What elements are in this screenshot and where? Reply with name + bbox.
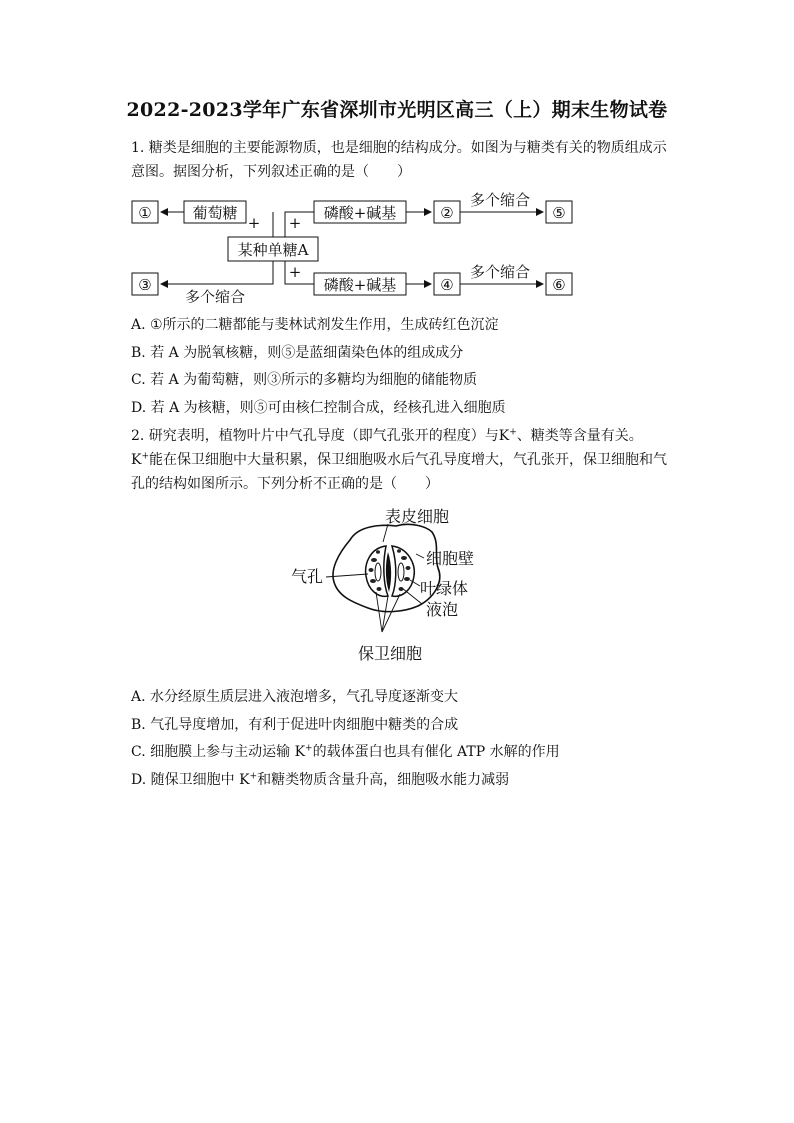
- plus-sign-1: +: [247, 214, 261, 232]
- q2-stem-part-1: 2. 研究表明，植物叶片中气孔导度（即气孔张开的程度）与K: [131, 428, 510, 444]
- q2-option-d: [131, 770, 509, 790]
- q1-option-a: A. ①所示的二糖都能与斐林试剂发生作用，生成砖红色沉淀: [131, 317, 499, 333]
- label-guard-cell: 保卫细胞: [357, 644, 423, 663]
- label-4: ④: [440, 276, 454, 294]
- q1-option-c: C. 若 A 为葡萄糖，则③所示的多糖均为细胞的储能物质: [131, 372, 478, 388]
- q2-option-d-part-1: D. 随保卫细胞中 K: [131, 772, 250, 788]
- plus-sign-3: +: [288, 263, 302, 281]
- q2-option-d-sup: +: [249, 771, 258, 782]
- q2-stem-part-3: 能在保卫细胞中大量积累，保卫细胞吸水后气孔导度增大，气孔张开，保卫细胞和气孔的结构如图所示。下列分析不正确的是（ ）: [131, 452, 668, 492]
- q2-option-c: [131, 742, 560, 762]
- label-6: ⑥: [552, 276, 566, 294]
- label-1: ①: [138, 204, 152, 222]
- label-5: ⑤: [552, 204, 566, 222]
- q2-option-c-sup: +: [305, 743, 313, 754]
- q2-option-b: B. 气孔导度增加，有利于促进叶肉细胞中糖类的合成: [131, 717, 459, 733]
- page-title: 2022-2023学年广东省深圳市光明区高三（上）期末生物试卷: [126, 99, 668, 121]
- q2-option-c-part-2: 的载体蛋白也具有催化 ATP 水解的作用: [312, 744, 560, 760]
- plus-sign-2: +: [288, 214, 302, 232]
- label-3: ③: [138, 276, 152, 294]
- label-condense-3: 多个缩合: [184, 288, 246, 303]
- stoma-pore: [386, 552, 391, 592]
- label-phosphate-base-2: 磷酸+碱基: [323, 276, 397, 294]
- label-stoma: 气孔: [291, 567, 324, 586]
- q2-option-d-part-2: 和糖类物质含量升高，细胞吸水能力减弱: [257, 772, 510, 788]
- q2-option-c-part-1: C. 细胞膜上参与主动运输 K: [131, 744, 306, 760]
- question-1-stem: 1. 糖类是细胞的主要能源物质，也是细胞的结构成分。如图为与糖类有关的物质组成示意图。据图分析，下列叙述正确的是（ ）: [131, 140, 667, 180]
- sugar-composition-diagram: [125, 188, 585, 303]
- label-2: ②: [440, 204, 454, 222]
- label-chloroplast: 叶绿体: [420, 579, 469, 598]
- label-sugar-a: 某种单糖A: [237, 241, 309, 259]
- label-condense-1: 多个缩合: [469, 191, 531, 209]
- question-2-stem: [131, 424, 671, 496]
- q2-stem-part-2: 、糖类等含量有关。K: [131, 428, 643, 468]
- q2-stem-sup-2: +: [141, 451, 150, 462]
- q1-option-d: D. 若 A 为核糖，则⑤可由核仁控制合成，经核孔进入细胞质: [131, 400, 506, 416]
- label-epidermal-cell: 表皮细胞: [384, 507, 450, 526]
- q2-option-a: A. 水分经原生质层进入液泡增多，气孔导度逐渐变大: [131, 689, 459, 705]
- label-vacuole: 液泡: [426, 600, 459, 619]
- q1-option-b: B. 若 A 为脱氧核糖，则⑤是蓝细菌染色体的组成成分: [131, 345, 464, 361]
- q2-stem-sup-1: +: [509, 427, 517, 438]
- label-glucose: 葡萄糖: [192, 204, 238, 222]
- stomata-figure: [288, 502, 508, 667]
- label-condense-2: 多个缩合: [469, 263, 531, 281]
- label-phosphate-base-1: 磷酸+碱基: [323, 204, 397, 222]
- label-cell-wall: 细胞壁: [426, 549, 475, 568]
